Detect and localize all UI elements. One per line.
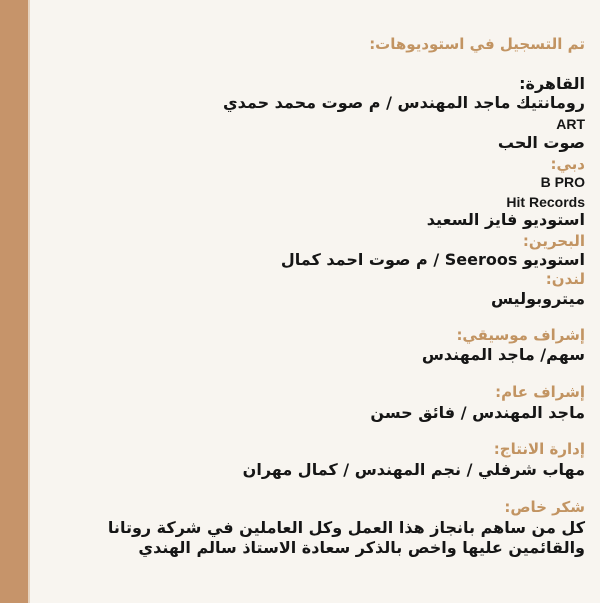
production-management-label: إدارة الانتاج: bbox=[493, 440, 585, 458]
special-thanks-line-2: والقائمين عليها واخص بالذكر سعادة الاستاذ سالم الهندي bbox=[138, 538, 585, 557]
cairo-studio-3: صوت الحب bbox=[497, 133, 585, 152]
bahrain-studio-1: استوديو Seeroos / م صوت احمد كمال bbox=[280, 250, 585, 269]
dubai-studio-3: استوديو فايز السعيد bbox=[426, 210, 585, 229]
london-label: لندن: bbox=[545, 270, 585, 288]
dubai-label: دبي: bbox=[550, 155, 585, 173]
spine-edge-line bbox=[28, 0, 30, 603]
production-management-value: مهاب شرفلي / نجم المهندس / كمال مهران bbox=[242, 460, 585, 479]
london-studio-1: ميتروبوليس bbox=[490, 289, 585, 308]
cairo-label: القاهرة: bbox=[519, 74, 585, 93]
dubai-studio-1: B PRO bbox=[540, 174, 585, 190]
general-supervision-value: ماجد المهندس / فائق حسن bbox=[370, 403, 585, 422]
music-supervision-label: إشراف موسيقي: bbox=[456, 326, 585, 344]
general-supervision-label: إشراف عام: bbox=[495, 383, 585, 401]
music-supervision-value: سهم/ ماجد المهندس bbox=[421, 345, 585, 364]
special-thanks-line-1: كل من ساهم بانجاز هذا العمل وكل العاملين في شركة روتانا bbox=[107, 518, 585, 537]
main-heading: تم التسجيل في استوديوهات: bbox=[369, 35, 585, 53]
cairo-studio-1: رومانتيك ماجد المهندس / م صوت محمد حمدي bbox=[222, 93, 585, 112]
bahrain-label: البحرين: bbox=[522, 232, 585, 250]
brown-spine-strip bbox=[0, 0, 28, 603]
cairo-studio-2: ART bbox=[556, 116, 585, 132]
special-thanks-label: شكر خاص: bbox=[504, 498, 585, 516]
dubai-studio-2: Hit Records bbox=[506, 194, 585, 210]
